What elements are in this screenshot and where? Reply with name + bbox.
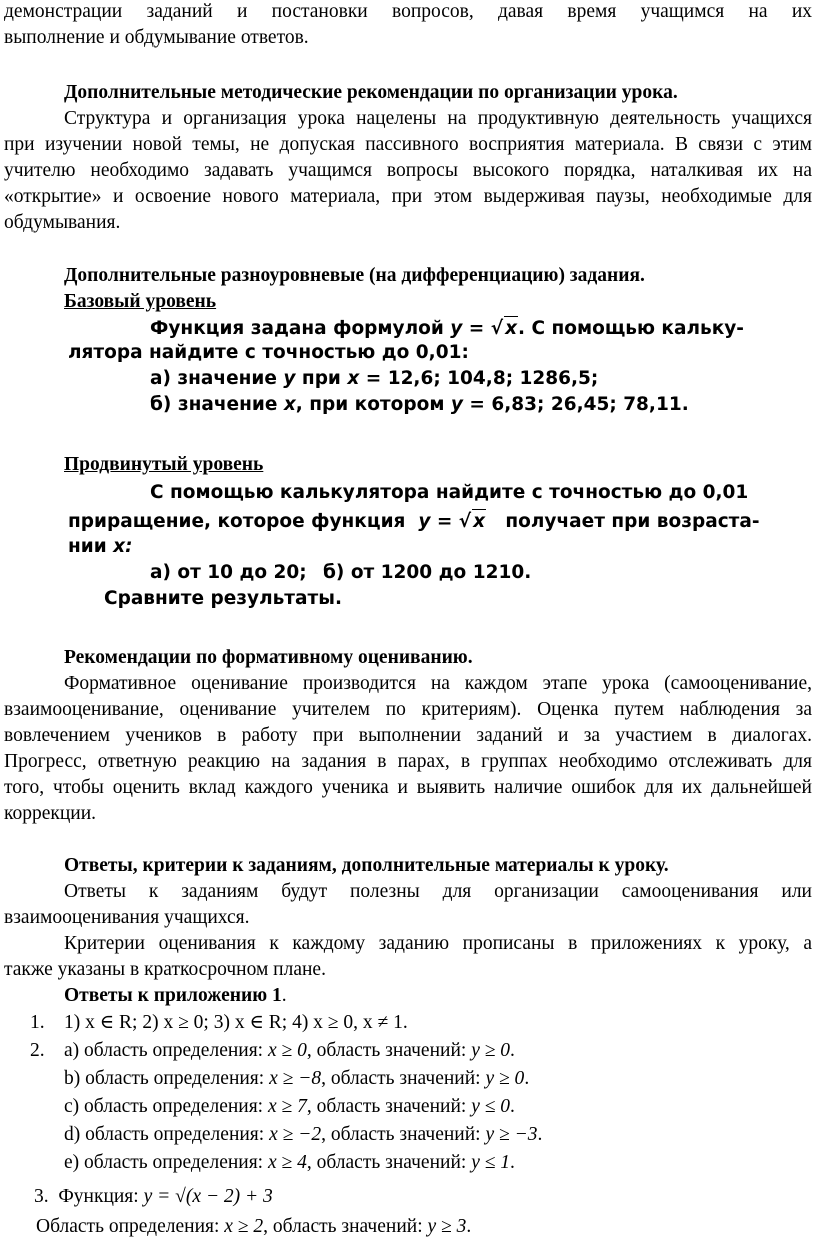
formative-line-6: коррекции. — [4, 803, 97, 824]
answer-3-formula: y = √(x − 2) + 3 — [143, 1186, 273, 1207]
intro-line-2: выполнение и обдумывание ответов. — [4, 27, 309, 48]
basic-task-text-4a: б) значение — [150, 394, 278, 415]
methodical-line-3: учителю необходимо задавать учащимся вопросы высокого порядка, наталкивая их на — [4, 160, 812, 181]
domain-value: x ≥ 0 — [267, 1040, 307, 1061]
answer-2-row: a) область определения: x ≥ 0, область значений: y ≥ 0. — [64, 1040, 515, 1061]
answer-3-line — [34, 1184, 273, 1210]
appendix-heading-line — [64, 983, 287, 1009]
tasks-heading: Дополнительные разноуровневые (на дифференциацию) задания. — [64, 265, 645, 286]
basic-task-line-4: б) значение x, при котором y = 6,83; 26,45; 78,11. — [150, 394, 689, 415]
basic-task-text-1a: Функция задана формулой — [150, 318, 444, 339]
domain-label: область определения: — [85, 1068, 265, 1089]
answers-p2-line-2: также указаны в краткосрочном плане. — [4, 959, 326, 980]
appendix-heading: Ответы к приложению 1 — [64, 985, 282, 1006]
basic-task-text-3b: при — [301, 368, 341, 389]
basic-task-line-1: Функция задана формулой y = √ x. С помощью кальку- — [150, 318, 744, 339]
formative-line-2: взаимооценивание, оценивание учителем по критериям). Оценка путем наблюдения за — [4, 699, 812, 720]
answer-2-row: c) область определения: x ≥ 7, область значений: y ≤ 0. — [64, 1096, 515, 1117]
basic-task-text-3c: = 12,6; 104,8; 1286,5; — [365, 368, 599, 389]
answer-3-range-value: y ≥ 3 — [427, 1216, 467, 1237]
advanced-task-text-3: нии — [68, 536, 107, 557]
formative-line-3: вовлечением учеников в работу при выполнении заданий и за участием в диалогах. — [4, 725, 812, 746]
advanced-task-text-2a: приращение, которое функция — [68, 511, 406, 532]
answer-3-domain-value: x ≥ 2 — [224, 1216, 264, 1237]
basic-task-text-1b: . С помощью кальку- — [518, 318, 744, 339]
methodical-line-4: «открытие» и освоение нового материала, при этом выдерживая паузы, необходимые для — [4, 186, 812, 207]
answer-2-prefix: e) — [64, 1152, 80, 1173]
domain-label: область определения: — [84, 1096, 264, 1117]
advanced-task-line-4a: а) от 10 до 20; — [150, 562, 307, 583]
domain-label: область определения: — [84, 1040, 264, 1061]
domain-label: область определения: — [84, 1152, 264, 1173]
answer-2-row: d) область определения: x ≥ −2, область значений: y ≥ −3. — [64, 1124, 543, 1145]
advanced-task-line-2: приращение, которое функция y = √ x получает при возраста- — [68, 511, 760, 532]
methodical-line-5: обдумывания. — [4, 212, 121, 233]
answer-2-prefix: c) — [64, 1096, 80, 1117]
range-label: , область значений: — [306, 1096, 467, 1117]
advanced-task-text-2b: получает при возраста- — [505, 511, 760, 532]
answer-3-label: Функция: — [58, 1186, 139, 1207]
range-value: y ≤ 0 — [471, 1096, 511, 1117]
basic-task-line-2: лятора найдите с точностью до 0,01: — [68, 342, 469, 363]
answers-p1-line-2: взаимооценивания учащихся. — [4, 907, 250, 928]
methodical-line-1: Структура и организация урока нацелены на продуктивную деятельность учащихся — [64, 108, 812, 129]
range-label: , область значений: — [306, 1040, 467, 1061]
answer-3-range-label: , область значений: — [263, 1216, 423, 1237]
advanced-task-line-1: С помощью калькулятора найдите с точностью до 0,01 — [150, 482, 749, 503]
basic-level-label: Базовый уровень — [64, 291, 217, 312]
intro-line-1: демонстрации заданий и постановки вопросов, давая время учащимся на их — [4, 1, 812, 22]
range-label: , область значений: — [321, 1068, 481, 1089]
advanced-task-line-5: Сравните результаты. — [104, 588, 342, 609]
formative-heading: Рекомендации по формативному оцениванию. — [64, 647, 473, 668]
basic-task-line-3: а) значение y при x = 12,6; 104,8; 1286,5; — [150, 368, 599, 389]
answer-2-prefix: a) — [64, 1040, 80, 1061]
formative-line-5: того, чтобы оценить вклад каждого ученика и выявить наличие ошибок для их дальнейшей — [4, 777, 812, 798]
advanced-task-line-4b: б) от 1200 до 1210. — [323, 562, 532, 583]
domain-label: область определения: — [85, 1124, 265, 1145]
domain-value: x ≥ 7 — [267, 1096, 307, 1117]
domain-value: x ≥ −2 — [269, 1124, 322, 1145]
answer-3-number: 3. — [34, 1186, 49, 1207]
domain-value: x ≥ 4 — [267, 1152, 307, 1173]
answer-2-row: b) область определения: x ≥ −8, область значений: y ≥ 0. — [64, 1068, 530, 1089]
answer-3-domain-line — [36, 1214, 471, 1240]
methodical-line-2: при изучении новой темы, не допуская пассивного восприятия материала. В связи с этим — [4, 134, 812, 155]
appendix-heading-dot: . — [281, 985, 287, 1006]
range-value: y ≥ 0 — [471, 1040, 511, 1061]
advanced-task-line-3: нии x: — [68, 536, 133, 557]
formative-line-4: Прогресс, ответную реакцию на задания в парах, в группах необходимо отслеживать для — [4, 751, 812, 772]
formative-line-1: Формативное оценивание производится на каждом этапе урока (самооценивание, — [64, 673, 812, 694]
answer-1-text: 1) x ∈ R; 2) x ≥ 0; 3) x ∈ R; 4) x ≥ 0, x ≠ 1. — [64, 1012, 408, 1033]
answers-heading: Ответы, критерии к заданиям, дополнительные материалы к уроку. — [64, 855, 669, 876]
basic-task-text-3a: а) значение — [150, 368, 277, 389]
domain-value: x ≥ −8 — [269, 1068, 322, 1089]
answer-3-end-dot: . — [466, 1216, 472, 1237]
range-label: , область значений: — [306, 1152, 467, 1173]
answer-2-row: e) область определения: x ≥ 4, область значений: y ≤ 1. — [64, 1152, 515, 1173]
advanced-level-label: Продвинутый уровень — [64, 454, 264, 475]
methodical-heading: Дополнительные методические рекомендации по организации урока. — [64, 82, 678, 103]
answers-p2-line-1: Критерии оценивания к каждому заданию прописаны в приложениях к уроку, а — [64, 933, 812, 954]
answers-p1-line-1: Ответы к заданиям будут полезны для организации самооценивания или — [64, 881, 812, 902]
answer-2-prefix: b) — [64, 1068, 81, 1089]
basic-task-text-4c: = 6,83; 26,45; 78,11. — [469, 394, 689, 415]
range-value: y ≤ 1 — [471, 1152, 511, 1173]
answer-2-number: 2. — [30, 1040, 45, 1061]
answer-2-prefix: d) — [64, 1124, 81, 1145]
answer-1-number: 1. — [30, 1012, 45, 1033]
basic-task-text-4b: , при котором — [295, 394, 445, 415]
range-value: y ≥ −3 — [485, 1124, 538, 1145]
answer-3-domain-label: Область определения: — [36, 1216, 220, 1237]
range-label: , область значений: — [321, 1124, 481, 1145]
range-value: y ≥ 0 — [485, 1068, 525, 1089]
